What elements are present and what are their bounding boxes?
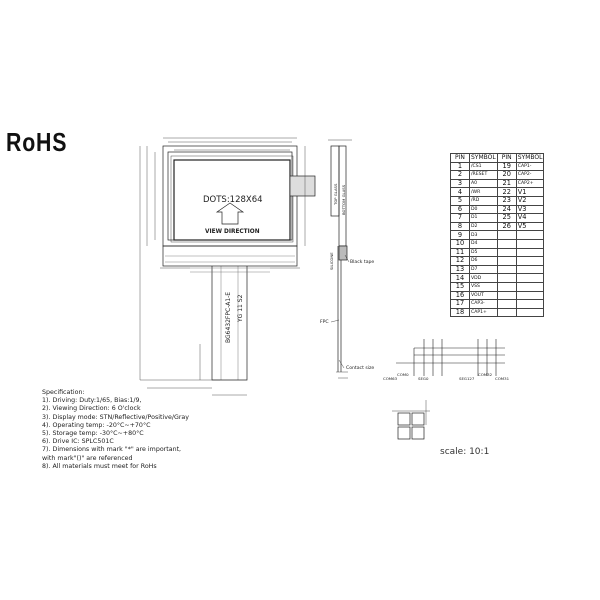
pin-symbol: /CS1	[470, 162, 498, 171]
pin-number: 9	[451, 231, 470, 240]
pin-symbol: VOUT	[470, 291, 498, 300]
pin-number: 2	[451, 171, 470, 180]
pin-number: 21	[497, 179, 516, 188]
com-label-4: SEG127	[459, 376, 475, 381]
pin-number: 3	[451, 179, 470, 188]
pin-symbol	[516, 291, 544, 300]
pin-symbol: V5	[516, 222, 544, 231]
pin-number: 19	[497, 162, 516, 171]
fpc-date: YG 11 S2	[237, 294, 244, 322]
pin-symbol: CAP3-	[470, 300, 498, 309]
pin-symbol: D1	[470, 214, 498, 223]
pin-number: 1	[451, 162, 470, 171]
spec-line: 2). Viewing Direction: 6 O'clock	[42, 405, 141, 413]
spec-line: 7). Dimensions with mark "*" are important,	[42, 446, 182, 454]
pin-symbol: V2	[516, 196, 544, 205]
view-direction-label: VIEW DIRECTION	[205, 229, 260, 235]
pin-number: 24	[497, 205, 516, 214]
pin-number: 22	[497, 188, 516, 197]
spec-line: 6). Drive IC: SPLC501C	[42, 438, 114, 446]
pin-symbol: A0	[470, 179, 498, 188]
com-label-3: SEG0	[418, 376, 429, 381]
pin-number	[497, 265, 516, 274]
pin-table-header-cell: SYMBOL	[517, 154, 543, 162]
black-tape-label: Black tape	[350, 260, 375, 265]
pin-symbol: /RD	[470, 196, 498, 205]
pin-table-header-cell: PIN	[497, 154, 516, 163]
pin-table-row	[451, 231, 544, 240]
pin-number: 11	[451, 248, 470, 257]
pin-number: 7	[451, 214, 470, 223]
pin-table-row	[451, 171, 544, 180]
pin-symbol: D0	[470, 205, 498, 214]
com-label-1: COM63	[383, 376, 398, 381]
pin-symbol	[516, 257, 544, 266]
pin-number: 4	[451, 188, 470, 197]
pin-symbol: V4	[516, 214, 544, 223]
contact-size-label: Contact size	[346, 366, 375, 371]
spec-line: 3). Display mode: STN/Reflective/Positive/Gray	[42, 413, 189, 421]
pin-table-row	[451, 248, 544, 257]
pin-number: 14	[451, 274, 470, 283]
pin-number: 25	[497, 214, 516, 223]
pin-number: 18	[451, 308, 470, 317]
spec-line: with mark"()" are referenced	[42, 454, 133, 462]
pin-symbol	[516, 231, 544, 240]
pin-table-header-cell: SYMBOL	[471, 154, 496, 162]
pin-number: 6	[451, 205, 470, 214]
pin-symbol	[516, 274, 544, 283]
pin-number: 17	[451, 300, 470, 309]
pin-symbol: V1	[516, 188, 544, 197]
spec-line: 4). Operating temp: -20°C~+70°C	[42, 421, 151, 429]
pin-symbol	[516, 282, 544, 291]
pin-number: 10	[451, 239, 470, 248]
pin-symbol	[516, 300, 544, 309]
pin-symbol	[516, 239, 544, 248]
com-label-5: COM32	[478, 372, 493, 377]
pin-table-header-cell: PIN	[451, 154, 470, 163]
scale-label: scale: 10:1	[440, 447, 490, 457]
pin-number: 5	[451, 196, 470, 205]
pin-table-row	[451, 162, 544, 171]
pin-table-row	[451, 222, 544, 231]
pin-number: 8	[451, 222, 470, 231]
com-seg-schematic	[396, 339, 505, 376]
pin-symbol: CAP1-	[516, 162, 544, 171]
pin-symbol: VDD	[470, 274, 498, 283]
pin-number: 23	[497, 196, 516, 205]
pin-table-row	[451, 214, 544, 223]
pin-number: 16	[451, 291, 470, 300]
pin-number	[497, 300, 516, 309]
pin-table-row	[451, 257, 544, 266]
pin-number: 26	[497, 222, 516, 231]
specification-notes	[42, 389, 189, 471]
pin-table-row	[451, 308, 544, 317]
pin-number	[497, 291, 516, 300]
pin-symbol: D6	[470, 257, 498, 266]
spec-line: 5). Storage temp: -30°C~+80°C	[42, 430, 144, 438]
top-glass-label: TOP GLASS	[333, 183, 338, 205]
dots-label: DOTS:128X64	[203, 195, 263, 205]
pin-table-row	[451, 196, 544, 205]
pin-number	[497, 257, 516, 266]
pin-table-header	[451, 154, 544, 163]
pin-number	[497, 239, 516, 248]
pin-number	[497, 282, 516, 291]
com-label-6: COM31	[495, 376, 510, 381]
fpc-code: BG6432FPC-A1-E	[225, 291, 232, 343]
pin-symbol: V3	[516, 205, 544, 214]
pin-number	[497, 231, 516, 240]
pin-symbol: /WR	[470, 188, 498, 197]
pin-symbol: D2	[470, 222, 498, 231]
pin-symbol: CAP1+	[470, 308, 498, 317]
pin-symbol: /RESET	[470, 171, 498, 180]
bottom-glass-label: BOTTOM GLASS	[341, 184, 346, 215]
specification-title: Specification:	[42, 389, 85, 396]
pin-number: 20	[497, 171, 516, 180]
pin-number	[497, 274, 516, 283]
view-direction-arrow	[217, 203, 243, 224]
side-view-black-tape	[339, 246, 347, 260]
pin-table-row	[451, 205, 544, 214]
pin-symbol: D3	[470, 231, 498, 240]
fpc-label: FPC	[320, 320, 329, 325]
spec-line: 1). Driving: Duty:1/65, Bias:1/9,	[42, 397, 142, 405]
pin-table-row	[451, 239, 544, 248]
pin-number: 13	[451, 265, 470, 274]
dot-detail	[392, 400, 430, 439]
pin-symbol	[516, 308, 544, 317]
pin-table-row	[451, 274, 544, 283]
pin-table-row	[451, 291, 544, 300]
rohs-logo: RoHS	[6, 127, 68, 157]
pin-symbol: CAP2-	[516, 171, 544, 180]
pin-table-row	[451, 300, 544, 309]
pin-table-row	[451, 179, 544, 188]
pin-number: 12	[451, 257, 470, 266]
pin-number: 15	[451, 282, 470, 291]
pin-symbol	[516, 248, 544, 257]
silicone-label: SILICONE	[329, 252, 334, 270]
pin-symbol: D4	[470, 239, 498, 248]
side-connector	[290, 176, 315, 196]
pin-symbol: VSS	[470, 282, 498, 291]
pin-symbol: D5	[470, 248, 498, 257]
pin-table-row	[451, 282, 544, 291]
pin-table-row	[451, 188, 544, 197]
pin-assignment-table	[450, 153, 544, 317]
pin-symbol	[516, 265, 544, 274]
pin-symbol: CAP2+	[516, 179, 544, 188]
pin-number	[497, 248, 516, 257]
pin-table-row	[451, 265, 544, 274]
spec-line: 8). All materials must meet for RoHs	[42, 462, 157, 470]
com-label-2: COM0	[397, 372, 409, 377]
pin-number	[497, 308, 516, 317]
pin-symbol: D7	[470, 265, 498, 274]
